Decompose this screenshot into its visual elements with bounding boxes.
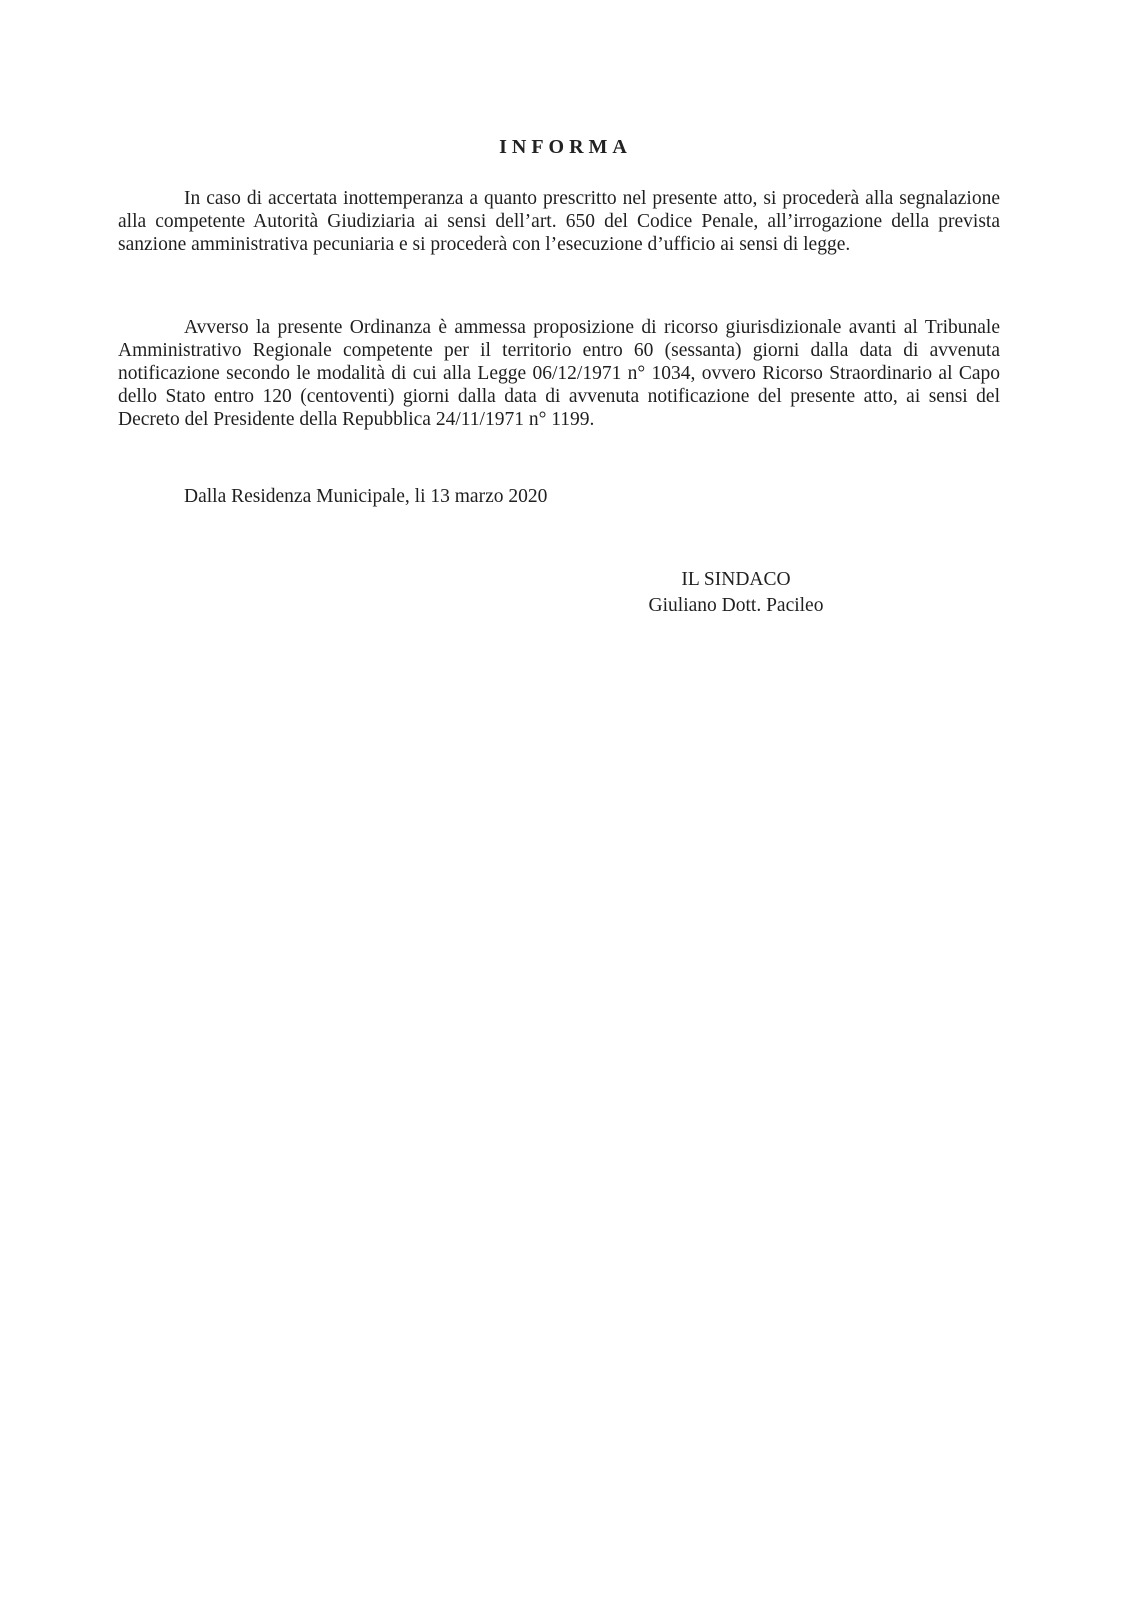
paragraph-appeal-notice xyxy=(118,316,1000,431)
document-heading: INFORMA xyxy=(499,136,632,158)
signature-block xyxy=(636,567,836,619)
signer-role: IL SINDACO xyxy=(681,569,791,590)
paragraph-text: Avverso la presente Ordinanza è ammessa proposizione di ricorso giurisdizionale avanti al Tribunale Amministrativo Regionale competente per il territorio entro 60 (sessanta) giorni dalla data di avvenuta notificazione secondo le modalità di cui alla Legge 06/12/1971 n° 1034, ovvero Ricorso Straordinario al Capo dello Stato entro 120 (centoventi) giorni dalla data di avvenuta notificazione del presente atto, ai sensi del Decreto del Presidente della Repubblica 24/11/1971 n° 1199. xyxy=(118,317,1000,430)
place-and-date: Dalla Residenza Municipale, li 13 marzo 2020 xyxy=(184,486,548,507)
paragraph-penalty-notice xyxy=(118,187,1000,256)
signer-name: Giuliano Dott. Pacileo xyxy=(648,595,824,616)
paragraph-text: In caso di accertata inottemperanza a quanto prescritto nel presente atto, si procederà alla segnalazione alla competente Autorità Giudiziaria ai sensi dell’art. 650 del Codice Penale, all’irrogazione della prevista sanzione amministrativa pecuniaria e si procederà con l’esecuzione d’ufficio ai sensi di legge. xyxy=(118,188,1000,255)
